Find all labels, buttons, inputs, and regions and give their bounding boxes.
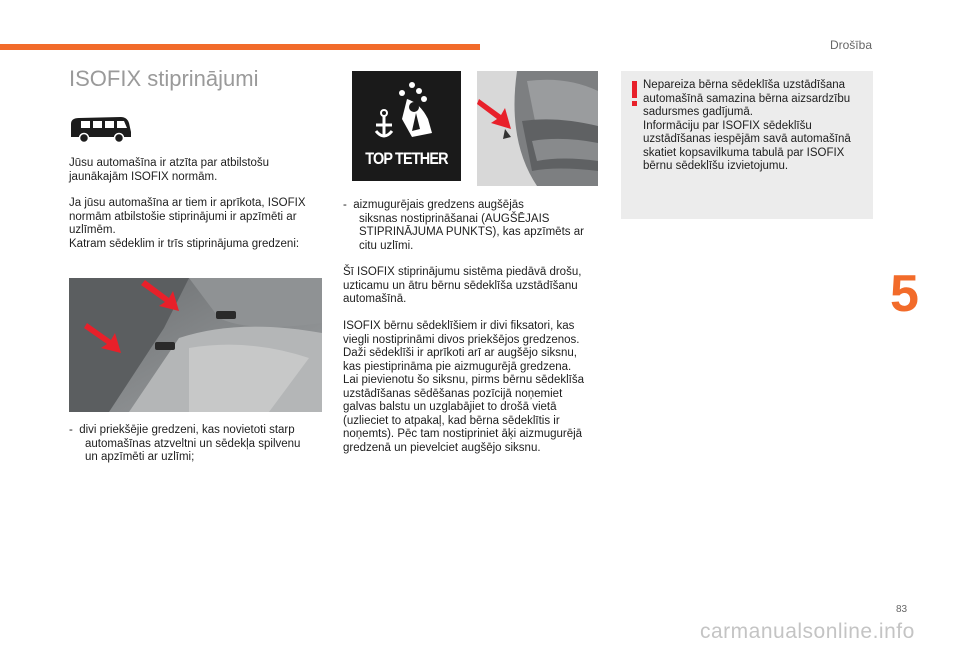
installation-paragraph: ISOFIX bērnu sēdeklīšiem ir divi fiksatori, kas viegli nostiprināmi divos priekšējos gredzenos. Daži sēdeklīši ir aprīkoti arī ar augšējo siksnu, kas piestiprināma pie aizmugurējā gredzena. Lai pievienotu šo siksnu, pirms bērnu sēdeklīša uzstādīšanas sēdēšanas pozīcijā noņemiet galvas balstu un uzglabājiet to drošā vietā (uzlieciet to atpakaļ, kad bērna sēdeklītis ir noņemts). Pēc tam nostipriniet āķi aizmugurējā gredzenā un pievelciet augšējo siksnu. — [343, 320, 584, 454]
top-tether-label: TOP TETHER — [365, 149, 448, 168]
page-number: 83 — [896, 604, 908, 615]
anchor-description-paragraph: Ja jūsu automašīna ar tiem ir aprīkota, ISOFIX normām atbilstošie stiprinājumi ir apzīmēti ar uzlīmēm. Katram sēdeklim ir trīs stiprinājuma gredzeni: — [69, 197, 306, 250]
system-benefit-paragraph: Šī ISOFIX stiprinājumu sistēma piedāvā drošu, uzticamu un ātru bērnu sēdeklīša uzstādīšanu automašīnā. — [343, 266, 582, 305]
header-accent-bar — [0, 44, 480, 50]
chapter-number: 5 — [890, 265, 919, 323]
intro-paragraph: Jūsu automašīna ir atzīta par atbilstošu jaunākajām ISOFIX normām. — [69, 157, 270, 183]
warning-text: Nepareiza bērna sēdeklīša uzstādīšana automašīnā samazina bērna aizsardzību sadursmes gadījumā. Informāciju par ISOFIX sēdeklīšu uzstādīšanas iespējām savā automašīnā skatiet kopsavilkuma tabulā par ISOFIX bērnu sēdeklīšu izvietojumu. — [643, 79, 851, 172]
section-title: Drošība — [829, 38, 872, 52]
child-seat-anchor-icon — [372, 79, 442, 145]
van-icon — [69, 112, 133, 144]
top-tether-label-image — [352, 71, 461, 181]
page-title: ISOFIX stiprinājumi — [69, 66, 259, 91]
seat-anchor-photo — [69, 278, 322, 412]
warning-exclamation-icon — [629, 81, 641, 107]
bullet-front-rings: - divi priekšējie gredzeni, kas novietoti starp automašīnas atzveltni un sēdekļa spilvenu un apzīmēti ar uzlīmi; — [69, 424, 301, 463]
watermark: carmanualsonline.info — [700, 620, 915, 643]
top-tether-anchor-photo — [477, 71, 598, 186]
bullet-rear-ring: - aizmugurējais gredzens augšējās siksnas nostiprināšanai (AUGŠĒJAIS STIPRINĀJUMA PUNKTS), kas apzīmēts ar citu uzlīmi. — [343, 199, 584, 252]
warning-box — [621, 71, 873, 219]
